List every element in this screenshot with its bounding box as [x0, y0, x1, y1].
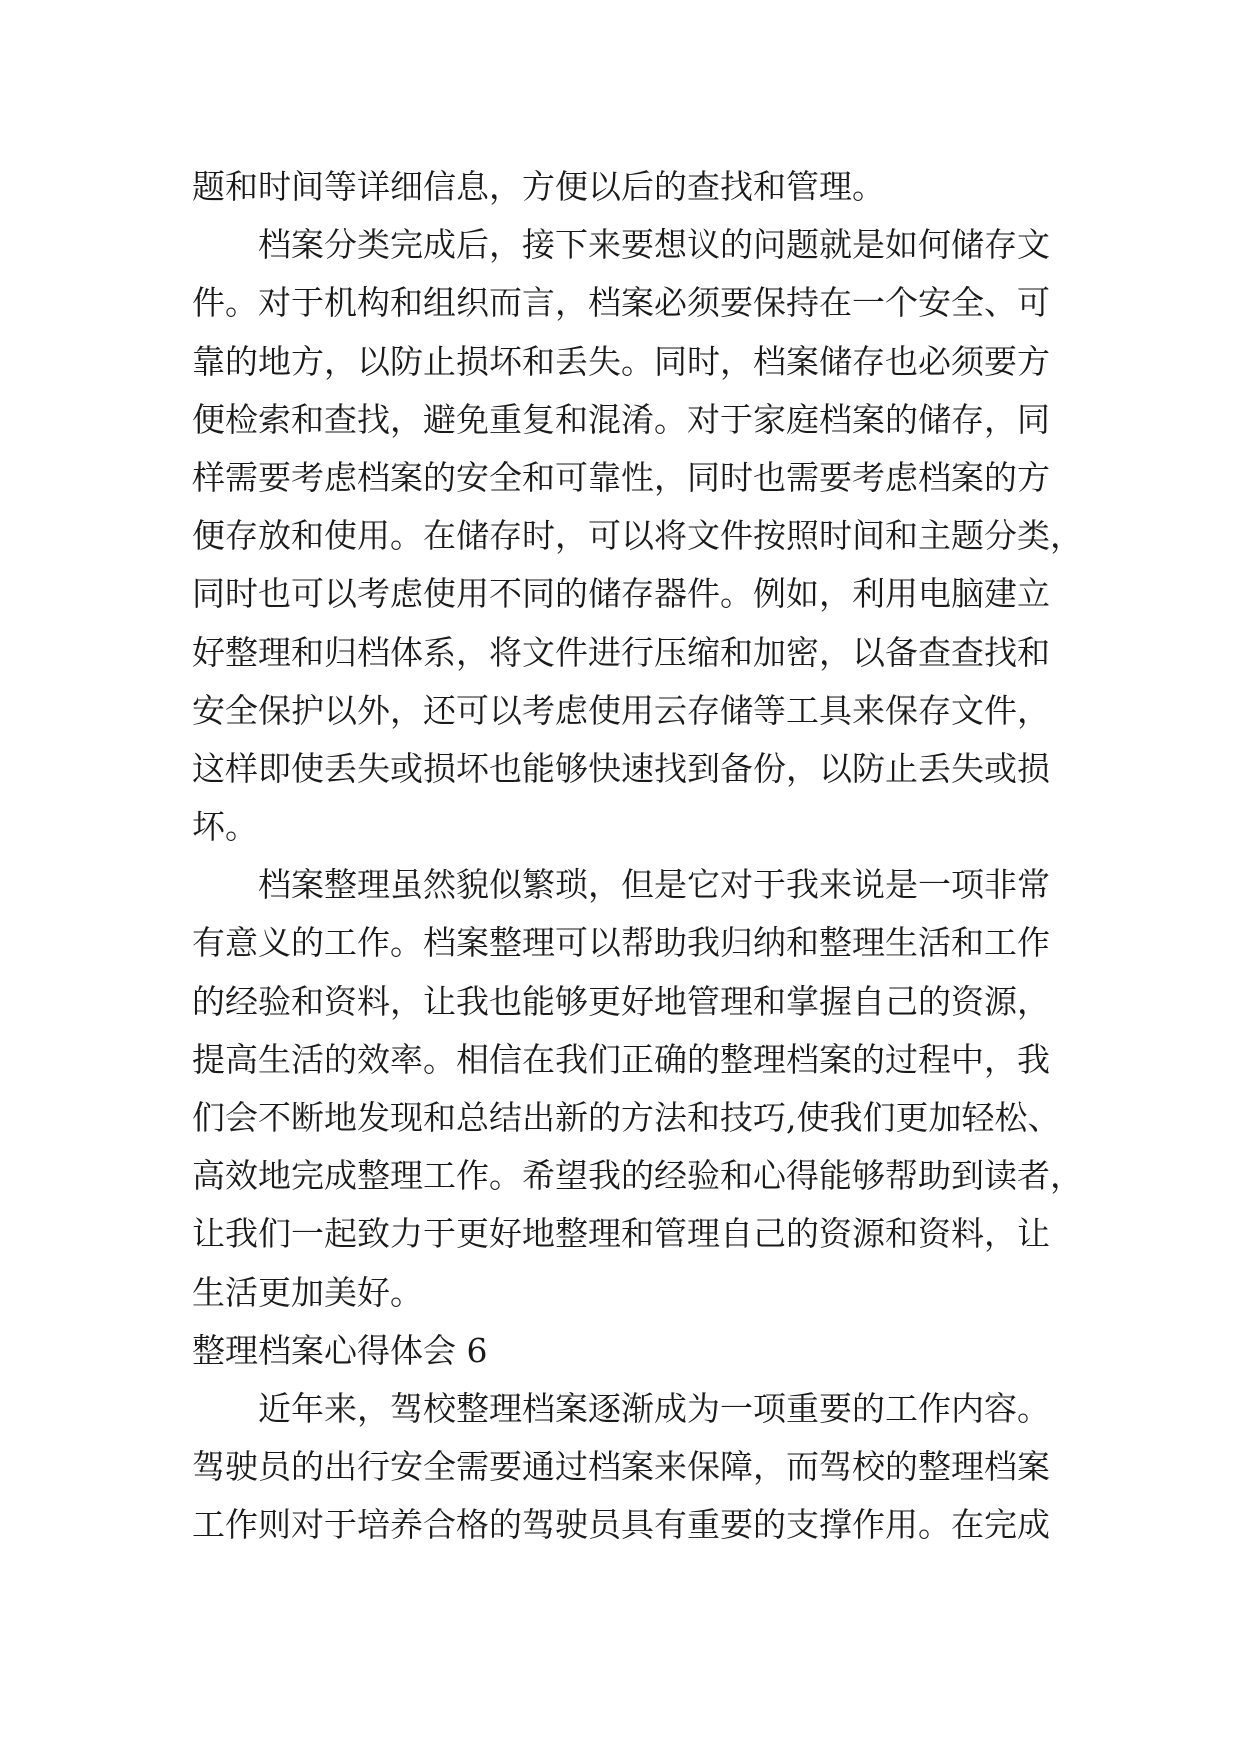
text-line: 让我们一起致力于更好地整理和管理自己的资源和资料，让	[192, 1214, 1050, 1254]
paragraph-first-line: 近年来，驾校整理档案逐渐成为一项重要的工作内容。	[258, 1388, 1050, 1428]
text-line: 好整理和归档体系，将文件进行压缩和加密，以备查查找和	[192, 632, 1050, 672]
section-heading: 整理档案心得体会 6	[192, 1330, 488, 1370]
text-line: 件。对于机构和组织而言，档案必须要保持在一个安全、可	[192, 283, 1050, 323]
text-line: 样需要考虑档案的安全和可靠性，同时也需要考虑档案的方	[192, 457, 1050, 497]
text-line: 同时也可以考虑使用不同的储存器件。例如，利用电脑建立	[192, 574, 1050, 614]
text-line: 靠的地方，以防止损坏和丢失。同时，档案储存也必须要方	[192, 341, 1050, 381]
text-line: 工作则对于培养合格的驾驶员具有重要的支撑作用。在完成	[192, 1505, 1050, 1545]
text-line: 的经验和资料，让我也能够更好地管理和掌握自己的资源，	[192, 981, 1050, 1021]
text-line: 便检索和查找，避免重复和混淆。对于家庭档案的储存，同	[192, 399, 1050, 439]
paragraph-first-line: 档案整理虽然貌似繁琐，但是它对于我来说是一项非常	[258, 865, 1050, 905]
text-line: 有意义的工作。档案整理可以帮助我归纳和整理生活和工作	[192, 923, 1050, 963]
text-line: 提高生活的效率。相信在我们正确的整理档案的过程中，我	[192, 1039, 1050, 1079]
text-line: 这样即使丢失或损坏也能够快速找到备份，以防止丢失或损	[192, 748, 1050, 788]
text-line: 高效地完成整理工作。希望我的经验和心得能够帮助到读者，	[192, 1156, 1083, 1196]
text-line: 便存放和使用。在储存时，可以将文件按照时间和主题分类，	[192, 516, 1083, 556]
text-line: 安全保护以外，还可以考虑使用云存储等工具来保存文件，	[192, 690, 1050, 730]
text-line: 驾驶员的出行安全需要通过档案来保障，而驾校的整理档案	[192, 1447, 1050, 1487]
text-line: 题和时间等详细信息，方便以后的查找和管理。	[192, 167, 885, 206]
text-line: 们会不断地发现和总结出新的方法和技巧,使我们更加轻松、	[192, 1098, 1061, 1137]
document-body	[192, 158, 1083, 1555]
text-line: 坏。	[192, 807, 258, 847]
paragraph-first-line: 档案分类完成后，接下来要想议的问题就是如何储存文	[258, 225, 1050, 265]
text-line: 生活更加美好。	[192, 1272, 423, 1312]
